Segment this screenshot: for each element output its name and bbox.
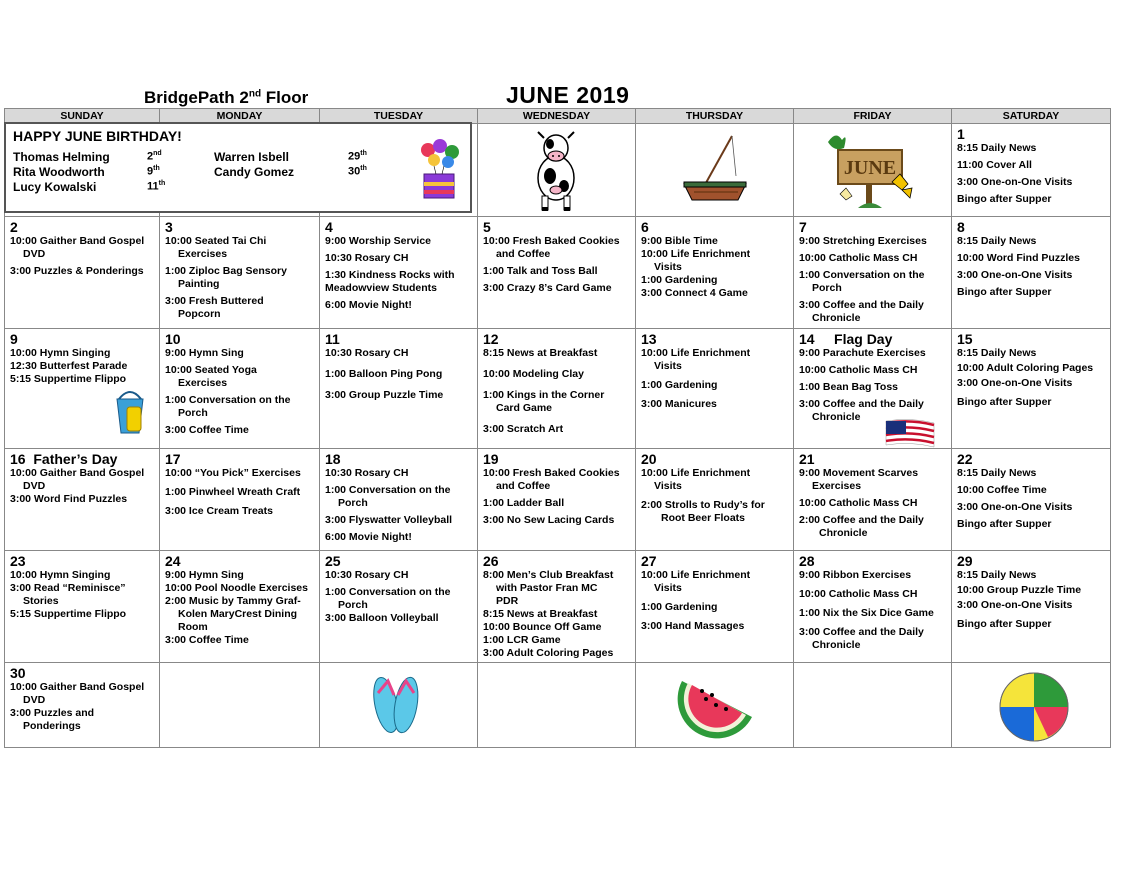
facility-title: BridgePath 2nd Floor <box>144 88 309 107</box>
event: 10:00 Pool Noodle Exercises <box>165 582 308 594</box>
event: 3:00 Scratch Art <box>483 423 564 435</box>
day-number: 21 <box>799 451 815 467</box>
event-cont: Card Game <box>496 402 553 414</box>
event: 6:00 Movie Night! <box>325 299 412 311</box>
event: 10:00 “You Pick” Exercises <box>165 467 301 479</box>
event: 3:00 Coffee Time <box>165 424 249 436</box>
weekday-thursday: THURSDAY <box>636 109 794 124</box>
event-cont: Visits <box>654 480 682 492</box>
event: 3:00 One-on-One Visits <box>957 501 1073 513</box>
event: 1:00 Gardening <box>641 274 718 286</box>
birthday-date: 29th <box>348 150 367 163</box>
event-cont: Root Beer Floats <box>661 512 746 524</box>
event-cont: Porch <box>338 497 368 509</box>
event: 1:30 Kindness Rocks with <box>325 269 455 281</box>
event: 10:30 Rosary CH <box>325 467 409 479</box>
event-cont: DVD <box>23 248 46 260</box>
event: 12:30 Butterfest Parade <box>10 360 128 372</box>
day-number: 29 <box>957 553 973 569</box>
event: 3:00 Ice Cream Treats <box>165 505 273 517</box>
weekday-monday: MONDAY <box>160 109 320 124</box>
week-row <box>5 329 1111 449</box>
event: 10:00 Adult Coloring Pages <box>957 362 1094 374</box>
day-number: 7 <box>799 219 807 235</box>
event-cont: with Pastor Fran MC <box>496 582 598 594</box>
birthday-date: 9th <box>147 165 160 178</box>
day-number: 27 <box>641 553 657 569</box>
event: 3:00 Flyswatter Volleyball <box>325 514 453 526</box>
day-number: 4 <box>325 219 333 235</box>
event-cont: DVD <box>23 480 46 492</box>
holiday-label: Flag Day <box>834 331 893 347</box>
day-number: 30 <box>10 665 26 681</box>
day-cell-4 <box>320 217 478 329</box>
event: 3:00 Puzzles & Ponderings <box>10 265 144 277</box>
day-cell-3 <box>160 217 320 329</box>
event: 8:15 News at Breakfast <box>483 347 598 359</box>
birthday-name: Warren Isbell <box>214 150 289 164</box>
event: 11:00 Cover All <box>957 159 1032 171</box>
event-cont: Visits <box>654 261 682 273</box>
day-number: 13 <box>641 331 657 347</box>
day-cell-8 <box>952 217 1111 329</box>
event: 8:15 Daily News <box>957 347 1037 359</box>
day-cell-20 <box>636 449 794 551</box>
event-cont: Visits <box>654 360 682 372</box>
empty-day <box>320 663 478 748</box>
watermelon-icon <box>676 669 756 739</box>
event: 1:00 Balloon Ping Pong <box>325 368 443 380</box>
day-cell-9 <box>5 329 160 449</box>
event: 10:00 Coffee Time <box>957 484 1047 496</box>
event: 9:00 Stretching Exercises <box>799 235 927 247</box>
week-row <box>5 551 1111 663</box>
event: 8:00 Men’s Club Breakfast <box>483 569 614 581</box>
day-number: 16 Father’s Day <box>10 451 118 467</box>
event: 3:00 One-on-One Visits <box>957 377 1073 389</box>
day-number: 11 <box>325 331 340 347</box>
event: 1:00 Ladder Ball <box>483 497 565 509</box>
event: 8:15 Daily News <box>957 235 1037 247</box>
event: 3:00 Coffee and the Daily <box>799 626 924 638</box>
birthday-date: 11th <box>147 180 166 193</box>
event: 8:15 News at Breakfast <box>483 608 598 620</box>
event: 1:00 Pinwheel Wreath Craft <box>165 486 301 498</box>
day-number: 25 <box>325 553 341 569</box>
event: 3:00 Crazy 8’s Card Game <box>483 282 612 294</box>
day-cell-19 <box>478 449 636 551</box>
june-sign-icon <box>822 128 922 214</box>
event: 10:00 Catholic Mass CH <box>799 588 918 600</box>
event: 8:15 Daily News <box>957 142 1037 154</box>
weekday-sunday: SUNDAY <box>5 109 160 124</box>
day-number: 9 <box>10 331 18 347</box>
event: 3:00 Word Find Puzzles <box>10 493 128 505</box>
birthday-name: Rita Woodworth <box>13 165 105 179</box>
event: 1:00 Bean Bag Toss <box>799 381 899 393</box>
cow-icon <box>532 130 580 214</box>
day-cell-15 <box>952 329 1111 449</box>
event-cont: Exercises <box>178 248 228 260</box>
event: 10:00 Life Enrichment <box>641 467 751 479</box>
event: 2:00 Coffee and the Daily <box>799 514 924 526</box>
event-cont: Room <box>178 621 208 633</box>
event: 9:00 Bible Time <box>641 235 718 247</box>
event: 3:00 Group Puzzle Time <box>325 389 444 401</box>
day-cell-14 <box>794 329 952 449</box>
event: 10:00 Seated Yoga <box>165 364 257 376</box>
birthday-date: 2nd <box>147 150 162 163</box>
day-cell-25 <box>320 551 478 663</box>
day-cell-22 <box>952 449 1111 551</box>
event: 2:00 Strolls to Rudy’s for <box>641 499 765 511</box>
event: 10:00 Group Puzzle Time <box>957 584 1082 596</box>
event: 5:15 Suppertime Flippo <box>10 373 127 385</box>
event: 10:00 Catholic Mass CH <box>799 497 918 509</box>
event-cont: Meadowview Students <box>325 282 438 294</box>
day-number: 24 <box>165 553 181 569</box>
empty-day <box>636 124 794 217</box>
event: Bingo after Supper <box>957 618 1052 630</box>
event: 3:00 One-on-One Visits <box>957 269 1073 281</box>
event-cont: Chronicle <box>812 639 861 651</box>
event: 3:00 Adult Coloring Pages <box>483 647 614 659</box>
beach-ball-icon <box>998 671 1070 743</box>
event: 10:00 Gaither Band Gospel <box>10 235 145 247</box>
sand-bucket-icon <box>113 387 147 437</box>
event: 8:15 Daily News <box>957 467 1037 479</box>
event: Bingo after Supper <box>957 286 1052 298</box>
weekday-saturday: SATURDAY <box>952 109 1111 124</box>
event-cont: DVD <box>23 694 46 706</box>
event: 1:00 Conversation on the <box>799 269 925 281</box>
event-cont: Painting <box>178 278 220 290</box>
american-flag-icon <box>884 417 936 449</box>
event: 3:00 Read “Reminisce” <box>10 582 126 594</box>
event: 10:00 Hymn Singing <box>10 569 111 581</box>
event-cont: Chronicle <box>812 312 861 324</box>
day-cell-12 <box>478 329 636 449</box>
holiday-label: Father’s Day <box>33 451 118 467</box>
event: Bingo after Supper <box>957 518 1052 530</box>
event: 10:30 Rosary CH <box>325 347 409 359</box>
birthday-name: Lucy Kowalski <box>13 180 97 194</box>
event: 3:00 Fresh Buttered <box>165 295 264 307</box>
sign-text: JUNE <box>843 157 897 179</box>
week-row <box>5 217 1111 329</box>
event: 1:00 LCR Game <box>483 634 561 646</box>
day-cell-7 <box>794 217 952 329</box>
event: 2:00 Music by Tammy Graf- <box>165 595 301 607</box>
event-cont: and Coffee <box>496 248 551 260</box>
event: 1:00 Conversation on the <box>325 484 451 496</box>
day-number: 12 <box>483 331 499 347</box>
event-cont: Chronicle <box>819 527 868 539</box>
day-number: 14 Flag Day <box>799 331 893 347</box>
event: 10:00 Catholic Mass CH <box>799 252 918 264</box>
event: 9:00 Hymn Sing <box>165 347 244 359</box>
day-number: 8 <box>957 219 965 235</box>
day-cell-23 <box>5 551 160 663</box>
fishing-boat-icon <box>680 132 750 208</box>
event-cont: Ponderings <box>23 720 81 732</box>
event: 10:30 Rosary CH <box>325 252 409 264</box>
day-cell-24 <box>160 551 320 663</box>
event: 10:00 Hymn Singing <box>10 347 111 359</box>
day-cell-27 <box>636 551 794 663</box>
event: 9:00 Ribbon Exercises <box>799 569 912 581</box>
event: Bingo after Supper <box>957 396 1052 408</box>
day-cell-2 <box>5 217 160 329</box>
event: 3:00 Connect 4 Game <box>641 287 748 299</box>
day-number: 3 <box>165 219 173 235</box>
event: 1:00 Conversation on the <box>165 394 291 406</box>
event: 3:00 Manicures <box>641 398 717 410</box>
event: 10:00 Seated Tai Chi <box>165 235 267 247</box>
event: 9:00 Movement Scarves <box>799 467 919 479</box>
empty-day <box>794 663 952 748</box>
event: 3:00 Coffee and the Daily <box>799 299 924 311</box>
balloons-cake-icon <box>414 138 464 202</box>
day-cell-13 <box>636 329 794 449</box>
event: 3:00 Balloon Volleyball <box>325 612 439 624</box>
event: 3:00 No Sew Lacing Cards <box>483 514 615 526</box>
event-cont: Kolen MaryCrest Dining <box>178 608 298 620</box>
day-cell-29 <box>952 551 1111 663</box>
week-row <box>5 663 1111 748</box>
event: 10:00 Fresh Baked Cookies <box>483 467 620 479</box>
event: 1:00 Gardening <box>641 601 718 613</box>
day-cell-28 <box>794 551 952 663</box>
event: 3:00 One-on-One Visits <box>957 176 1073 188</box>
event: Bingo after Supper <box>957 193 1052 205</box>
day-number: 2 <box>10 219 18 235</box>
event: 9:00 Hymn Sing <box>165 569 244 581</box>
day-number: 10 <box>165 331 181 347</box>
empty-day <box>160 663 320 748</box>
event: 3:00 Coffee Time <box>165 634 249 646</box>
day-number: 1 <box>957 126 965 142</box>
day-cell-16 <box>5 449 160 551</box>
event: 3:00 Puzzles and <box>10 707 95 719</box>
event: 9:00 Parachute Exercises <box>799 347 926 359</box>
empty-day <box>794 124 952 217</box>
day-cell-6 <box>636 217 794 329</box>
weekday-tuesday: TUESDAY <box>320 109 478 124</box>
event-cont: PDR <box>496 595 519 607</box>
event: 1:00 Conversation on the <box>325 586 451 598</box>
birthday-name: Candy Gomez <box>214 165 295 179</box>
day-cell-10 <box>160 329 320 449</box>
event: 10:30 Rosary CH <box>325 569 409 581</box>
day-number: 22 <box>957 451 973 467</box>
event: 3:00 One-on-One Visits <box>957 599 1073 611</box>
event: 6:00 Movie Night! <box>325 531 412 543</box>
day-cell-1 <box>952 124 1111 217</box>
event: 10:00 Word Find Puzzles <box>957 252 1080 264</box>
event-cont: Exercises <box>812 480 862 492</box>
event: 1:00 Talk and Toss Ball <box>483 265 598 277</box>
day-number: 20 <box>641 451 657 467</box>
day-number: 23 <box>10 553 26 569</box>
weekday-wednesday: WEDNESDAY <box>478 109 636 124</box>
event: 10:00 Catholic Mass CH <box>799 364 918 376</box>
empty-day <box>636 663 794 748</box>
day-cell-18 <box>320 449 478 551</box>
event-cont: Porch <box>812 282 842 294</box>
flip-flops-icon <box>368 671 424 737</box>
month-title: JUNE 2019 <box>506 82 630 108</box>
event: 10:00 Life Enrichment <box>641 347 751 359</box>
day-cell-11 <box>320 329 478 449</box>
day-number: 17 <box>165 451 181 467</box>
event: 10:00 Modeling Clay <box>483 368 584 380</box>
day-cell-30 <box>5 663 160 748</box>
event: 3:00 Hand Massages <box>641 620 745 632</box>
event: 1:00 Ziploc Bag Sensory <box>165 265 287 277</box>
birthday-box <box>4 122 472 213</box>
event-cont: Porch <box>178 407 208 419</box>
event: 10:00 Fresh Baked Cookies <box>483 235 620 247</box>
event-cont: Exercises <box>178 377 228 389</box>
event: 10:00 Gaither Band Gospel <box>10 681 145 693</box>
day-number: 18 <box>325 451 341 467</box>
event-cont: Popcorn <box>178 308 221 320</box>
event-cont: Chronicle <box>812 411 861 423</box>
birthday-title: HAPPY JUNE BIRTHDAY! <box>13 128 182 144</box>
weekday-friday: FRIDAY <box>794 109 952 124</box>
event: 1:00 Kings in the Corner <box>483 389 605 401</box>
event: 10:00 Gaither Band Gospel <box>10 467 145 479</box>
event: 3:00 Coffee and the Daily <box>799 398 924 410</box>
day-cell-21 <box>794 449 952 551</box>
event-cont: Porch <box>338 599 368 611</box>
day-number: 5 <box>483 219 491 235</box>
event: 10:00 Bounce Off Game <box>483 621 602 633</box>
empty-day <box>478 124 636 217</box>
event: 9:00 Worship Service <box>325 235 432 247</box>
day-number: 19 <box>483 451 499 467</box>
event: 10:00 Life Enrichment <box>641 248 751 260</box>
event: 5:15 Suppertime Flippo <box>10 608 127 620</box>
empty-day <box>952 663 1111 748</box>
day-cell-5 <box>478 217 636 329</box>
day-number: 6 <box>641 219 649 235</box>
week-row <box>5 449 1111 551</box>
day-number: 15 <box>957 331 973 347</box>
event-cont: and Coffee <box>496 480 551 492</box>
event: 10:00 Life Enrichment <box>641 569 751 581</box>
birthday-date: 30th <box>348 165 367 178</box>
event: 8:15 Daily News <box>957 569 1037 581</box>
event-cont: Visits <box>654 582 682 594</box>
empty-day <box>478 663 636 748</box>
event: 1:00 Gardening <box>641 379 718 391</box>
day-number: 28 <box>799 553 815 569</box>
event-cont: Stories <box>23 595 59 607</box>
day-cell-26 <box>478 551 636 663</box>
birthday-name: Thomas Helming <box>13 150 110 164</box>
day-number: 26 <box>483 553 499 569</box>
event: 1:00 Nix the Six Dice Game <box>799 607 934 619</box>
day-cell-17 <box>160 449 320 551</box>
